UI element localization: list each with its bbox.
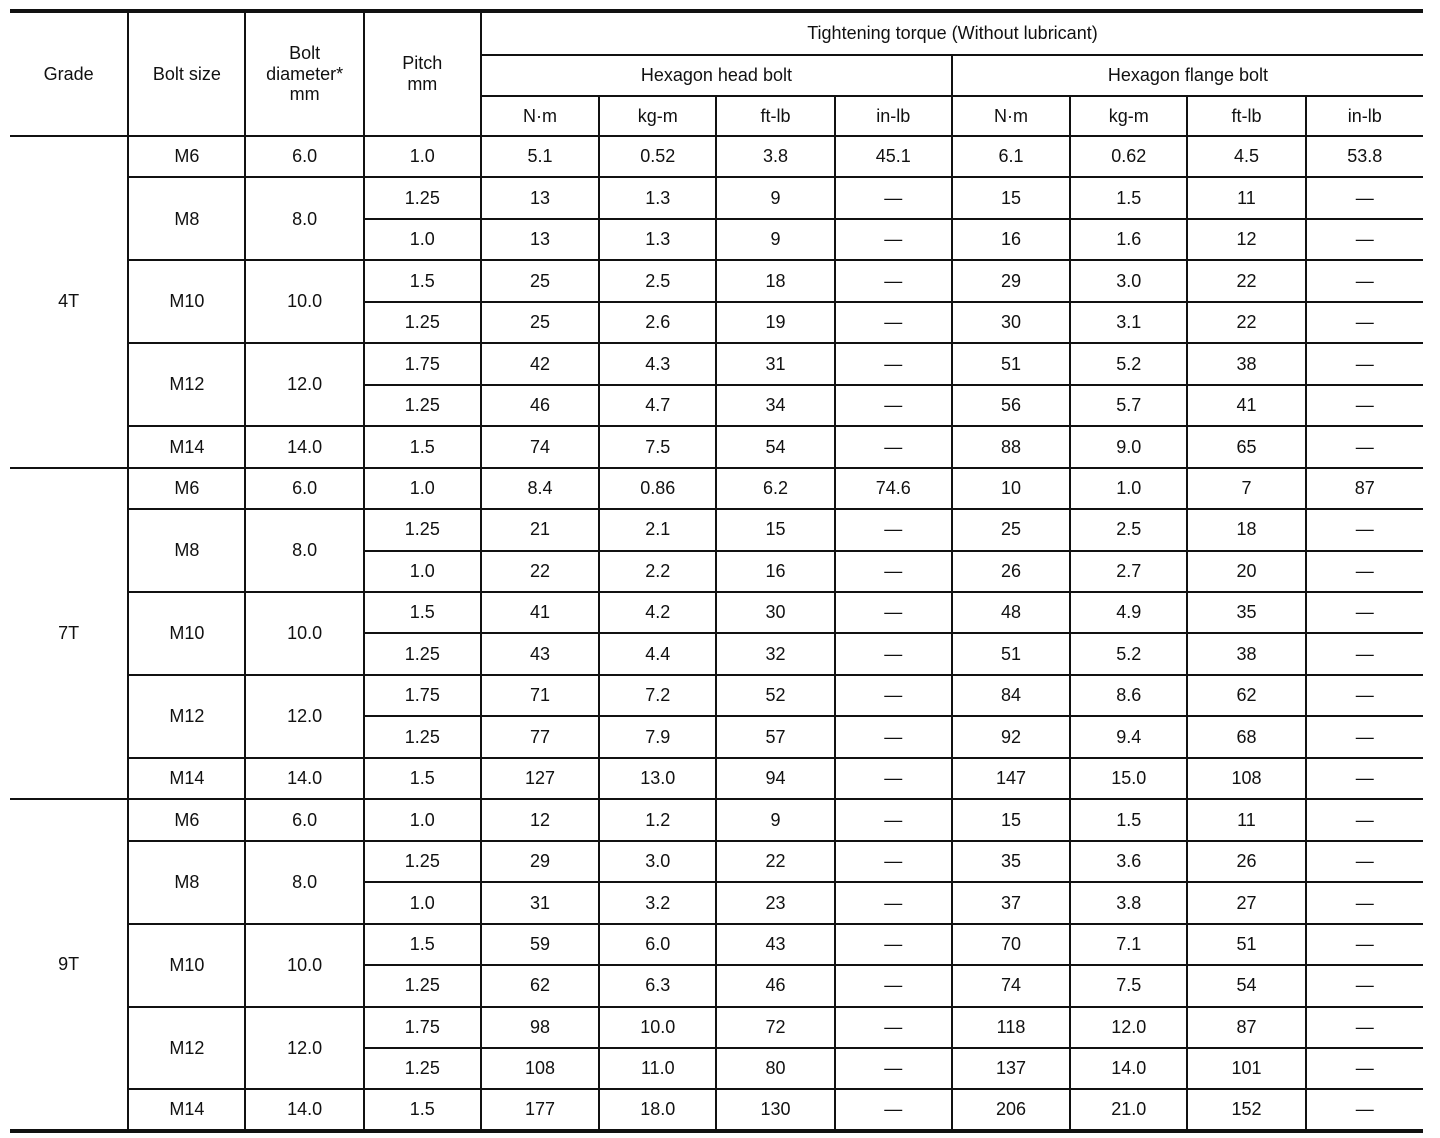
hex-head-value-cell: 32 [716, 633, 834, 674]
hex-flange-value-cell: 6.1 [952, 136, 1070, 177]
hex-head-value-cell: — [835, 592, 952, 633]
hex-head-value-cell: 9 [716, 219, 834, 260]
hex-flange-value-cell: 2.7 [1070, 551, 1187, 592]
hex-head-value-cell: — [835, 302, 952, 343]
hex-flange-bolt-header: Hexagon flange bolt [952, 55, 1423, 96]
hex-head-value-cell: 52 [716, 675, 834, 716]
hex-flange-value-cell: 20 [1187, 551, 1305, 592]
hex-flange-value-cell: — [1306, 716, 1423, 757]
table-row [10, 758, 1423, 799]
hex-flange-value-cell: 29 [952, 260, 1070, 301]
hex-flange-value-cell: 84 [952, 675, 1070, 716]
bolt-size-cell: M10 [128, 260, 245, 343]
bolt-size-cell: M6 [128, 136, 245, 177]
bolt-diameter-cell: 6.0 [245, 799, 363, 840]
hex-flange-value-cell: 7 [1187, 468, 1305, 509]
hex-head-value-cell: 22 [481, 551, 599, 592]
pitch-cell: 1.0 [364, 882, 481, 923]
hex-head-value-cell: 80 [716, 1048, 834, 1089]
hex-head-value-cell: 94 [716, 758, 834, 799]
hex-flange-value-cell: 68 [1187, 716, 1305, 757]
hex-flange-value-cell: 88 [952, 426, 1070, 467]
hex-head-value-cell: 2.5 [599, 260, 716, 301]
hex-flange-value-cell: 53.8 [1306, 136, 1423, 177]
table-header [10, 11, 1423, 136]
bolt-diameter-cell: 14.0 [245, 426, 363, 467]
hex-flange-value-cell: 137 [952, 1048, 1070, 1089]
pitch-header-line2: mm [407, 74, 438, 94]
hex-head-value-cell: 0.86 [599, 468, 716, 509]
hex-head-value-cell: — [835, 758, 952, 799]
hex-head-value-cell: 1.3 [599, 177, 716, 218]
hex-flange-value-cell: 206 [952, 1089, 1070, 1131]
hex-flange-value-cell: — [1306, 799, 1423, 840]
hex-flange-value-cell: — [1306, 758, 1423, 799]
hex-flange-value-cell: 108 [1187, 758, 1305, 799]
hex-head-value-cell: — [835, 551, 952, 592]
pitch-cell: 1.25 [364, 177, 481, 218]
pitch-cell: 1.0 [364, 219, 481, 260]
hex-flange-value-cell: 21.0 [1070, 1089, 1187, 1131]
table-row [10, 592, 1423, 633]
hex-head-value-cell: — [835, 1089, 952, 1131]
hex-head-value-cell: 13.0 [599, 758, 716, 799]
bolt-diameter-cell: 6.0 [245, 136, 363, 177]
bolt-size-cell: M6 [128, 468, 245, 509]
table-body [10, 136, 1423, 1131]
hex-head-value-cell: 3.0 [599, 841, 716, 882]
hex-head-value-cell: 3.8 [716, 136, 834, 177]
hex-flange-value-cell: — [1306, 1089, 1423, 1131]
hex-head-value-cell: 15 [716, 509, 834, 550]
torque-title-header: Tightening torque (Without lubricant) [481, 11, 1423, 55]
hex-flange-value-cell: 37 [952, 882, 1070, 923]
pitch-cell: 1.25 [364, 841, 481, 882]
hex-flange-value-cell: 35 [952, 841, 1070, 882]
hex-head-value-cell: 22 [716, 841, 834, 882]
hex-flange-value-cell: 87 [1306, 468, 1423, 509]
hex-flange-value-cell: 3.0 [1070, 260, 1187, 301]
hex-head-value-cell: 11.0 [599, 1048, 716, 1089]
hex-flange-value-cell: 4.9 [1070, 592, 1187, 633]
hex-head-value-cell: 43 [481, 633, 599, 674]
hex-flange-value-cell: — [1306, 302, 1423, 343]
bolt-diameter-header-line3: mm [289, 84, 320, 105]
hex-flange-value-cell: 15 [952, 799, 1070, 840]
hex-head-value-cell: 16 [716, 551, 834, 592]
hex-flange-value-cell: — [1306, 965, 1423, 1006]
hex-head-value-cell: 6.2 [716, 468, 834, 509]
bolt-diameter-cell: 8.0 [245, 509, 363, 592]
pitch-cell: 1.25 [364, 302, 481, 343]
grade-cell: 9T [10, 799, 128, 1131]
unit-header: in-lb [1306, 96, 1423, 136]
hex-head-value-cell: 19 [716, 302, 834, 343]
bolt-diameter-cell: 8.0 [245, 177, 363, 260]
hex-flange-value-cell: 16 [952, 219, 1070, 260]
hex-head-value-cell: 4.4 [599, 633, 716, 674]
pitch-cell: 1.0 [364, 136, 481, 177]
hex-flange-value-cell: 5.2 [1070, 633, 1187, 674]
hex-head-value-cell: 45.1 [835, 136, 952, 177]
hex-flange-value-cell: 4.5 [1187, 136, 1305, 177]
hex-flange-value-cell: 51 [952, 343, 1070, 384]
bolt-diameter-cell: 12.0 [245, 675, 363, 758]
hex-head-value-cell: — [835, 385, 952, 426]
hex-head-value-cell: 25 [481, 260, 599, 301]
hex-head-value-cell: 108 [481, 1048, 599, 1089]
hex-flange-value-cell: 48 [952, 592, 1070, 633]
hex-flange-value-cell: 5.2 [1070, 343, 1187, 384]
table-row [10, 426, 1423, 467]
hex-head-bolt-header: Hexagon head bolt [481, 55, 952, 96]
table-row [10, 260, 1423, 301]
hex-flange-value-cell: — [1306, 343, 1423, 384]
hex-flange-value-cell: 5.7 [1070, 385, 1187, 426]
hex-head-value-cell: — [835, 965, 952, 1006]
hex-head-value-cell: 9 [716, 799, 834, 840]
hex-flange-value-cell: 11 [1187, 799, 1305, 840]
hex-flange-value-cell: 1.5 [1070, 177, 1187, 218]
hex-flange-value-cell: — [1306, 592, 1423, 633]
pitch-cell: 1.5 [364, 592, 481, 633]
hex-flange-value-cell: 51 [1187, 924, 1305, 965]
unit-header: N·m [481, 96, 599, 136]
hex-head-value-cell: 18 [716, 260, 834, 301]
table-row [10, 468, 1423, 509]
hex-head-value-cell: 54 [716, 426, 834, 467]
hex-flange-value-cell: — [1306, 675, 1423, 716]
hex-head-value-cell: 12 [481, 799, 599, 840]
hex-flange-value-cell: 87 [1187, 1007, 1305, 1048]
hex-head-value-cell: 62 [481, 965, 599, 1006]
hex-flange-value-cell: 35 [1187, 592, 1305, 633]
table-row [10, 509, 1423, 550]
hex-flange-value-cell: 11 [1187, 177, 1305, 218]
hex-flange-value-cell: — [1306, 385, 1423, 426]
pitch-cell: 1.0 [364, 468, 481, 509]
bolt-diameter-header [245, 11, 363, 136]
hex-flange-value-cell: 147 [952, 758, 1070, 799]
hex-head-value-cell: — [835, 509, 952, 550]
bolt-size-cell: M14 [128, 758, 245, 799]
hex-flange-value-cell: 9.0 [1070, 426, 1187, 467]
hex-flange-value-cell: 7.5 [1070, 965, 1187, 1006]
unit-header: kg-m [599, 96, 716, 136]
hex-head-value-cell: 10.0 [599, 1007, 716, 1048]
hex-head-value-cell: 34 [716, 385, 834, 426]
hex-head-value-cell: 59 [481, 924, 599, 965]
hex-flange-value-cell: 56 [952, 385, 1070, 426]
hex-flange-value-cell: 25 [952, 509, 1070, 550]
pitch-cell: 1.5 [364, 260, 481, 301]
hex-flange-value-cell: 7.1 [1070, 924, 1187, 965]
hex-flange-value-cell: — [1306, 1048, 1423, 1089]
bolt-size-cell: M12 [128, 343, 245, 426]
table-row [10, 1089, 1423, 1131]
pitch-cell: 1.75 [364, 1007, 481, 1048]
bolt-diameter-cell: 12.0 [245, 343, 363, 426]
hex-head-value-cell: 43 [716, 924, 834, 965]
hex-flange-value-cell: 2.5 [1070, 509, 1187, 550]
table-row [10, 675, 1423, 716]
hex-head-value-cell: 46 [716, 965, 834, 1006]
hex-head-value-cell: 46 [481, 385, 599, 426]
hex-flange-value-cell: 70 [952, 924, 1070, 965]
bolt-size-cell: M14 [128, 1089, 245, 1131]
hex-head-value-cell: — [835, 343, 952, 384]
hex-flange-value-cell: 3.6 [1070, 841, 1187, 882]
hex-head-value-cell: — [835, 799, 952, 840]
grade-cell: 4T [10, 136, 128, 468]
hex-flange-value-cell: — [1306, 882, 1423, 923]
pitch-cell: 1.5 [364, 924, 481, 965]
hex-flange-value-cell: — [1306, 551, 1423, 592]
hex-flange-value-cell: — [1306, 1007, 1423, 1048]
bolt-diameter-cell: 14.0 [245, 758, 363, 799]
table-row [10, 136, 1423, 177]
hex-flange-value-cell: 3.8 [1070, 882, 1187, 923]
hex-head-value-cell: 1.2 [599, 799, 716, 840]
table-row [10, 343, 1423, 384]
hex-flange-value-cell: 0.62 [1070, 136, 1187, 177]
hex-head-value-cell: 29 [481, 841, 599, 882]
hex-flange-value-cell: 51 [952, 633, 1070, 674]
hex-flange-value-cell: — [1306, 177, 1423, 218]
pitch-cell: 1.25 [364, 633, 481, 674]
hex-head-value-cell: 9 [716, 177, 834, 218]
hex-head-value-cell: 4.2 [599, 592, 716, 633]
bolt-size-header: Bolt size [128, 11, 245, 136]
bolt-size-cell: M14 [128, 426, 245, 467]
hex-head-value-cell: 72 [716, 1007, 834, 1048]
bolt-size-cell: M6 [128, 799, 245, 840]
hex-flange-value-cell: 1.0 [1070, 468, 1187, 509]
bolt-diameter-header-line2: diameter* [266, 63, 344, 84]
hex-flange-value-cell: 15.0 [1070, 758, 1187, 799]
hex-head-value-cell: 31 [481, 882, 599, 923]
hex-head-value-cell: 7.9 [599, 716, 716, 757]
hex-flange-value-cell: 12.0 [1070, 1007, 1187, 1048]
hex-flange-value-cell: 1.5 [1070, 799, 1187, 840]
hex-head-value-cell: 1.3 [599, 219, 716, 260]
hex-flange-value-cell: — [1306, 219, 1423, 260]
bolt-diameter-cell: 12.0 [245, 1007, 363, 1090]
hex-flange-value-cell: 22 [1187, 302, 1305, 343]
hex-head-value-cell: 4.3 [599, 343, 716, 384]
hex-head-value-cell: 6.0 [599, 924, 716, 965]
hex-head-value-cell: 23 [716, 882, 834, 923]
bolt-diameter-cell: 8.0 [245, 841, 363, 924]
pitch-cell: 1.5 [364, 758, 481, 799]
bolt-diameter-cell: 10.0 [245, 924, 363, 1007]
hex-flange-value-cell: 92 [952, 716, 1070, 757]
hex-flange-value-cell: 62 [1187, 675, 1305, 716]
hex-head-value-cell: 8.4 [481, 468, 599, 509]
hex-flange-value-cell: 12 [1187, 219, 1305, 260]
hex-head-value-cell: 4.7 [599, 385, 716, 426]
hex-head-value-cell: — [835, 1048, 952, 1089]
hex-flange-value-cell: 15 [952, 177, 1070, 218]
unit-header: N·m [952, 96, 1070, 136]
hex-flange-value-cell: 27 [1187, 882, 1305, 923]
hex-flange-value-cell: 41 [1187, 385, 1305, 426]
pitch-cell: 1.75 [364, 675, 481, 716]
pitch-cell: 1.25 [364, 385, 481, 426]
bolt-diameter-header-line1: Bolt [289, 42, 321, 63]
hex-head-value-cell: 2.6 [599, 302, 716, 343]
hex-head-value-cell: 6.3 [599, 965, 716, 1006]
hex-head-value-cell: — [835, 841, 952, 882]
hex-head-value-cell: — [835, 882, 952, 923]
hex-flange-value-cell: 118 [952, 1007, 1070, 1048]
hex-flange-value-cell: — [1306, 841, 1423, 882]
hex-head-value-cell: — [835, 260, 952, 301]
pitch-cell: 1.0 [364, 551, 481, 592]
hex-flange-value-cell: 38 [1187, 633, 1305, 674]
pitch-cell: 1.5 [364, 426, 481, 467]
hex-flange-value-cell: — [1306, 509, 1423, 550]
hex-flange-value-cell: 65 [1187, 426, 1305, 467]
hex-flange-value-cell: — [1306, 924, 1423, 965]
hex-head-value-cell: 98 [481, 1007, 599, 1048]
hex-flange-value-cell: 152 [1187, 1089, 1305, 1131]
hex-head-value-cell: 30 [716, 592, 834, 633]
hex-head-value-cell: 7.2 [599, 675, 716, 716]
bolt-size-cell: M8 [128, 509, 245, 592]
bolt-size-cell: M10 [128, 592, 245, 675]
hex-head-value-cell: 74 [481, 426, 599, 467]
hex-head-value-cell: — [835, 219, 952, 260]
hex-flange-value-cell: — [1306, 426, 1423, 467]
bolt-diameter-cell: 10.0 [245, 260, 363, 343]
pitch-cell: 1.5 [364, 1089, 481, 1131]
hex-head-value-cell: 7.5 [599, 426, 716, 467]
table-row [10, 841, 1423, 882]
unit-header: ft-lb [716, 96, 834, 136]
unit-header: ft-lb [1187, 96, 1305, 136]
hex-head-value-cell: 177 [481, 1089, 599, 1131]
hex-flange-value-cell: 30 [952, 302, 1070, 343]
bolt-size-cell: M8 [128, 177, 245, 260]
hex-head-value-cell: 13 [481, 219, 599, 260]
pitch-cell: 1.25 [364, 965, 481, 1006]
hex-flange-value-cell: 38 [1187, 343, 1305, 384]
hex-head-value-cell: 5.1 [481, 136, 599, 177]
unit-header: kg-m [1070, 96, 1187, 136]
pitch-cell: 1.25 [364, 1048, 481, 1089]
hex-flange-value-cell: 18 [1187, 509, 1305, 550]
pitch-cell: 1.25 [364, 509, 481, 550]
hex-flange-value-cell: — [1306, 633, 1423, 674]
hex-flange-value-cell: 26 [952, 551, 1070, 592]
hex-flange-value-cell: 9.4 [1070, 716, 1187, 757]
hex-head-value-cell: 42 [481, 343, 599, 384]
hex-flange-value-cell: 101 [1187, 1048, 1305, 1089]
bolt-diameter-cell: 10.0 [245, 592, 363, 675]
hex-head-value-cell: 25 [481, 302, 599, 343]
hex-head-value-cell: 18.0 [599, 1089, 716, 1131]
hex-head-value-cell: 31 [716, 343, 834, 384]
bolt-size-cell: M12 [128, 1007, 245, 1090]
hex-head-value-cell: 0.52 [599, 136, 716, 177]
pitch-cell: 1.75 [364, 343, 481, 384]
hex-flange-value-cell: 1.6 [1070, 219, 1187, 260]
hex-head-value-cell: — [835, 716, 952, 757]
pitch-header [364, 11, 481, 136]
unit-header: in-lb [835, 96, 952, 136]
table-row [10, 1007, 1423, 1048]
pitch-header-line1: Pitch [402, 53, 443, 74]
hex-flange-value-cell: 3.1 [1070, 302, 1187, 343]
grade-header: Grade [10, 11, 128, 136]
hex-head-value-cell: — [835, 633, 952, 674]
hex-head-value-cell: 13 [481, 177, 599, 218]
hex-head-value-cell: — [835, 924, 952, 965]
table-row [10, 799, 1423, 840]
table-row [10, 177, 1423, 218]
hex-flange-value-cell: 8.6 [1070, 675, 1187, 716]
bolt-size-cell: M8 [128, 841, 245, 924]
hex-flange-value-cell: 26 [1187, 841, 1305, 882]
torque-specification-table [10, 9, 1423, 1133]
hex-head-value-cell: 21 [481, 509, 599, 550]
hex-flange-value-cell: 54 [1187, 965, 1305, 1006]
hex-head-value-cell: — [835, 426, 952, 467]
grade-cell: 7T [10, 468, 128, 800]
hex-head-value-cell: 2.2 [599, 551, 716, 592]
hex-flange-value-cell: 10 [952, 468, 1070, 509]
hex-flange-value-cell: 14.0 [1070, 1048, 1187, 1089]
hex-head-value-cell: 41 [481, 592, 599, 633]
hex-head-value-cell: 77 [481, 716, 599, 757]
hex-flange-value-cell: 74 [952, 965, 1070, 1006]
bolt-size-cell: M10 [128, 924, 245, 1007]
hex-head-value-cell: — [835, 675, 952, 716]
hex-head-value-cell: — [835, 1007, 952, 1048]
table-row [10, 924, 1423, 965]
hex-head-value-cell: 3.2 [599, 882, 716, 923]
pitch-cell: 1.25 [364, 716, 481, 757]
hex-head-value-cell: 127 [481, 758, 599, 799]
bolt-diameter-cell: 6.0 [245, 468, 363, 509]
hex-head-value-cell: 130 [716, 1089, 834, 1131]
hex-flange-value-cell: — [1306, 260, 1423, 301]
hex-flange-value-cell: 22 [1187, 260, 1305, 301]
hex-head-value-cell: — [835, 177, 952, 218]
bolt-diameter-cell: 14.0 [245, 1089, 363, 1131]
hex-head-value-cell: 2.1 [599, 509, 716, 550]
bolt-size-cell: M12 [128, 675, 245, 758]
hex-head-value-cell: 57 [716, 716, 834, 757]
pitch-cell: 1.0 [364, 799, 481, 840]
hex-head-value-cell: 74.6 [835, 468, 952, 509]
hex-head-value-cell: 71 [481, 675, 599, 716]
